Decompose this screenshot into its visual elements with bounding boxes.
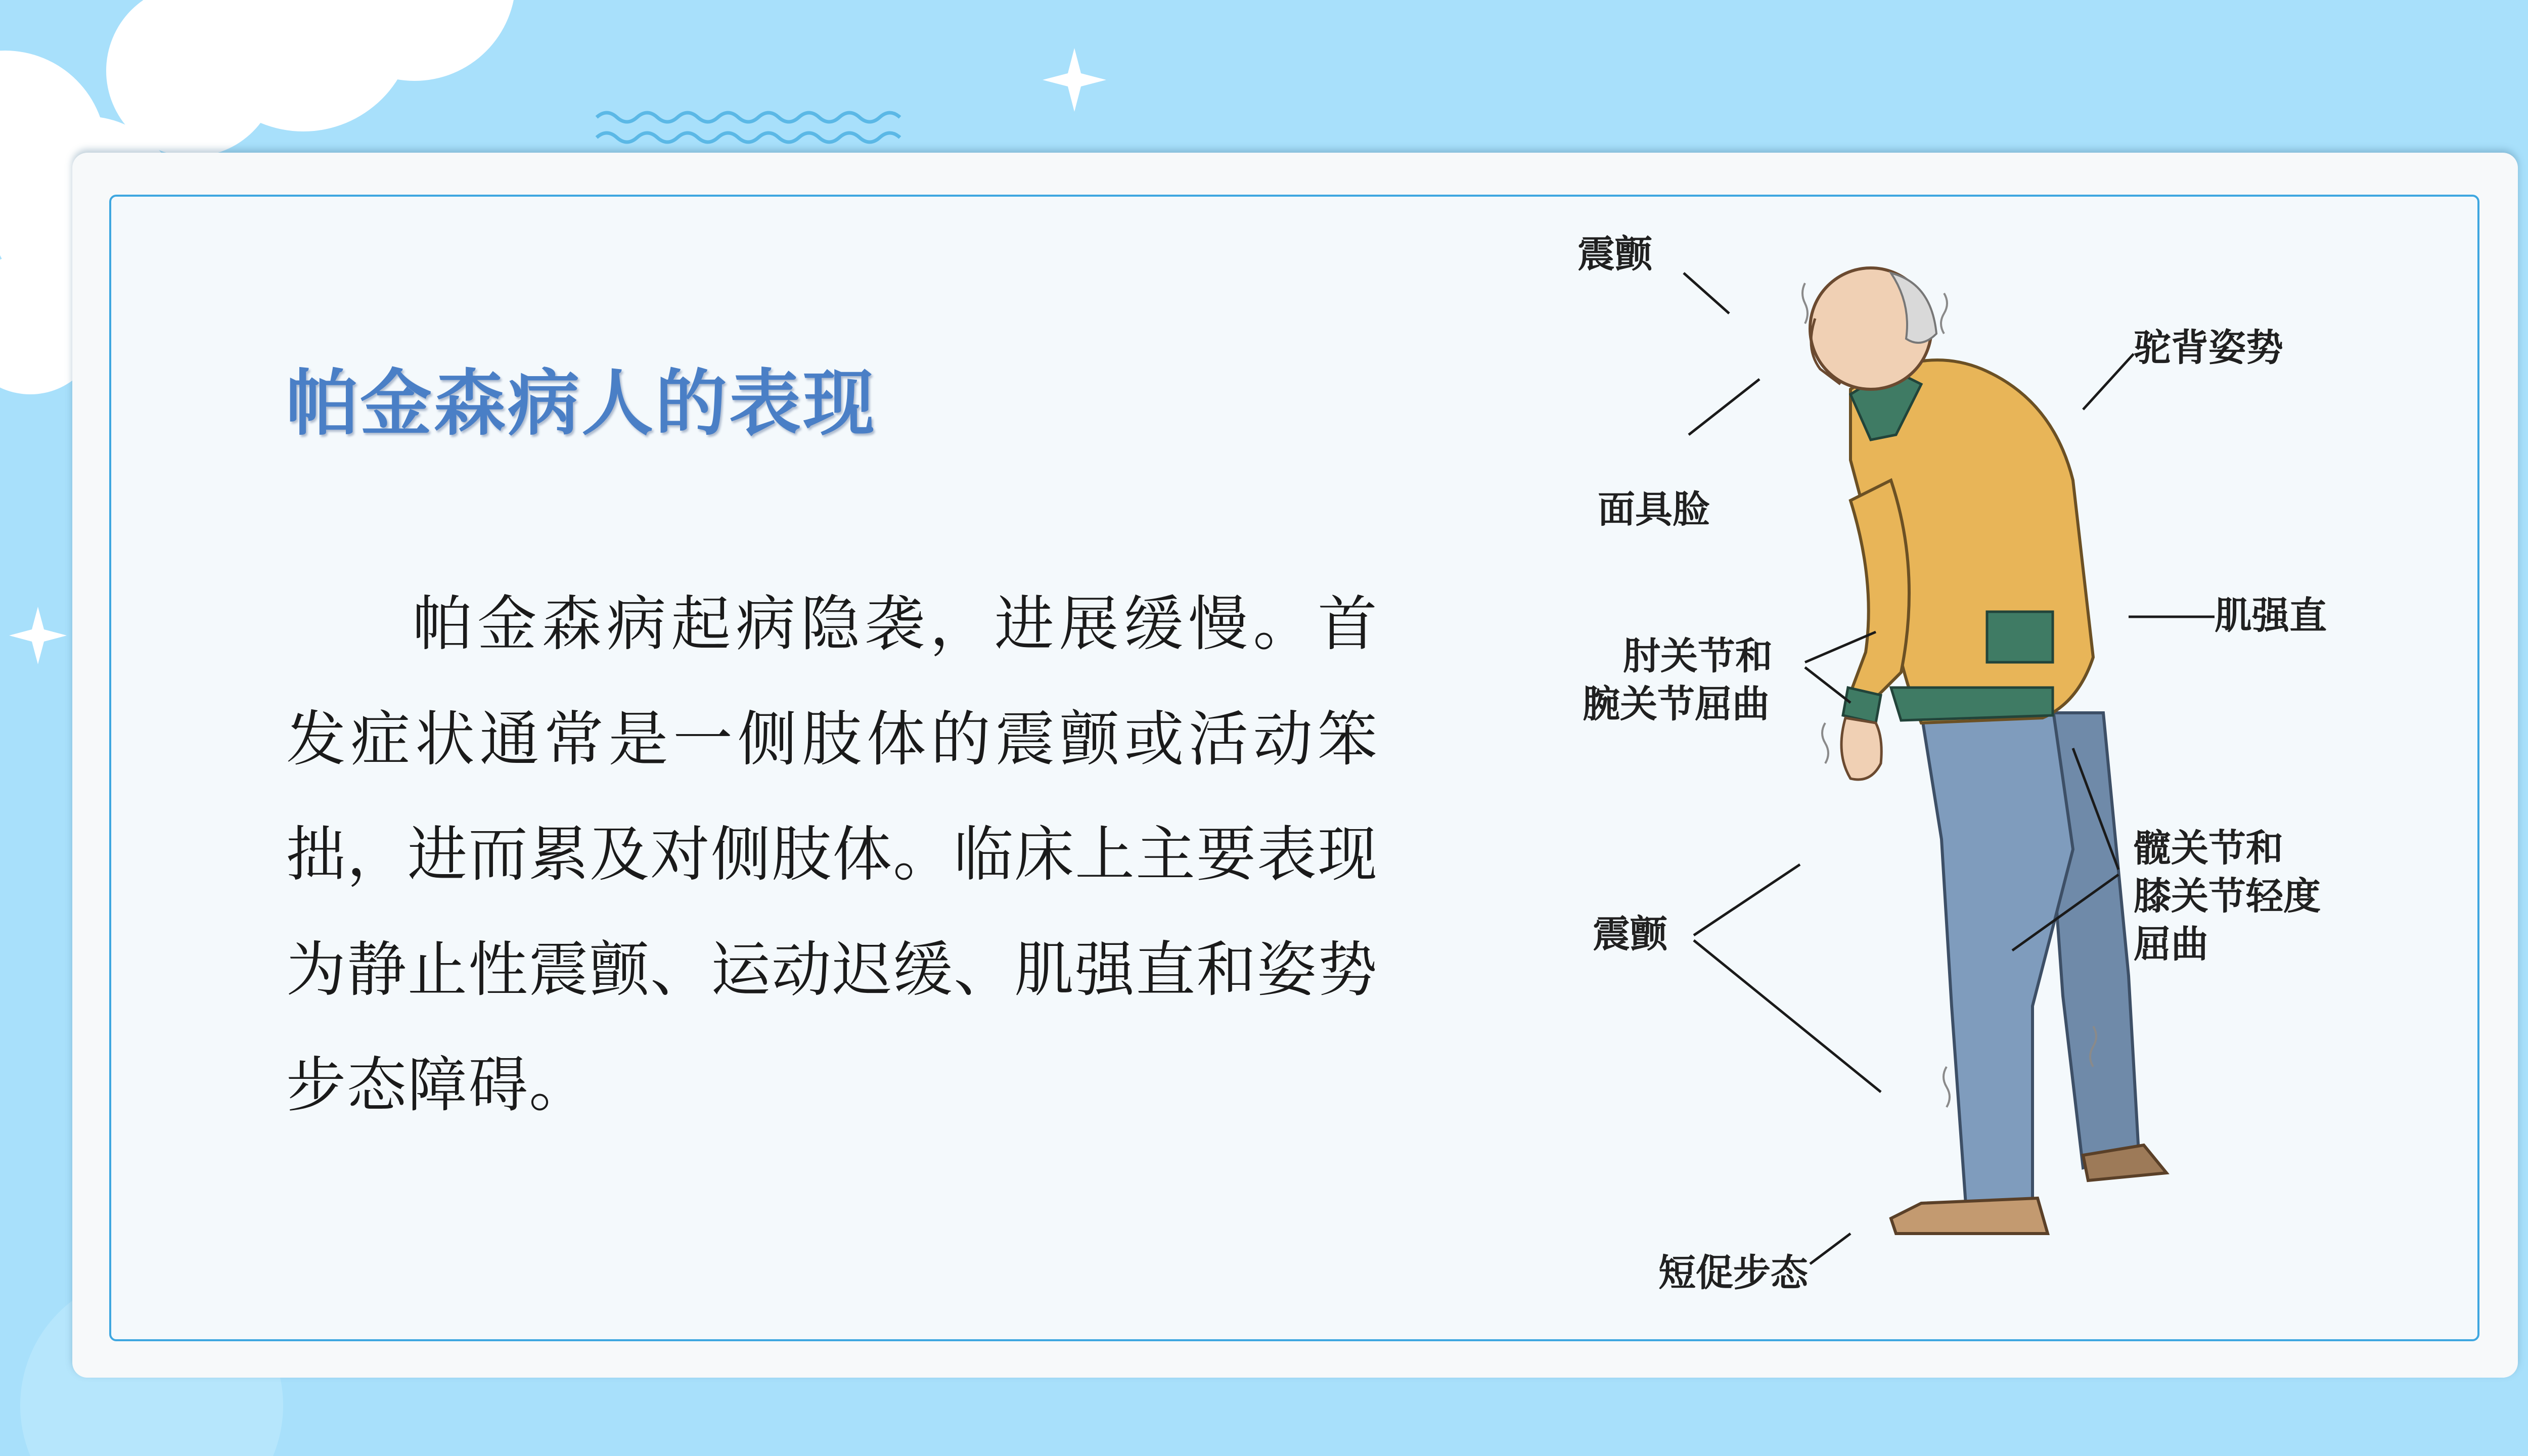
front-leg	[1921, 708, 2073, 1218]
label-hip-knee-1: 髋关节和	[2134, 827, 2283, 870]
label-tremor-head: 震颤	[1577, 233, 1652, 276]
label-hip-knee-3: 屈曲	[2134, 923, 2208, 966]
jacket-hem	[1891, 688, 2053, 720]
wave-decoration	[597, 113, 900, 142]
slide-title: 帕金森病人的表现	[286, 361, 877, 445]
front-shoe	[1891, 1198, 2048, 1234]
label-elbow-wrist-1: 肘关节和	[1623, 634, 1773, 678]
label-tremor-limbs: 震颤	[1593, 913, 1667, 956]
label-short-steps: 短促步态	[1658, 1251, 1808, 1295]
slide-body-paragraph: 帕金森病起病隐袭，进展缓慢。首发症状通常是一侧肢体的震颤或活动笨拙，进而累及对侧肢体。临床上主要表现为静止性震颤、运动迟缓、肌强直和姿势步态障碍。	[286, 589, 1379, 1120]
jacket-pocket	[1987, 612, 2053, 662]
label-hip-knee-2: 膝关节轻度	[2134, 875, 2321, 918]
patient-figure	[1567, 217, 2376, 1330]
label-elbow-wrist-2: 腕关节屈曲	[1583, 682, 1770, 726]
parkinson-patient-illustration	[1567, 217, 2376, 1330]
label-rigidity: 肌强直	[2215, 594, 2327, 638]
hand	[1841, 718, 1881, 780]
arm	[1850, 480, 1909, 703]
label-masked-face: 面具脸	[1598, 488, 1710, 531]
label-stooped-posture: 驼背姿势	[2134, 326, 2283, 370]
